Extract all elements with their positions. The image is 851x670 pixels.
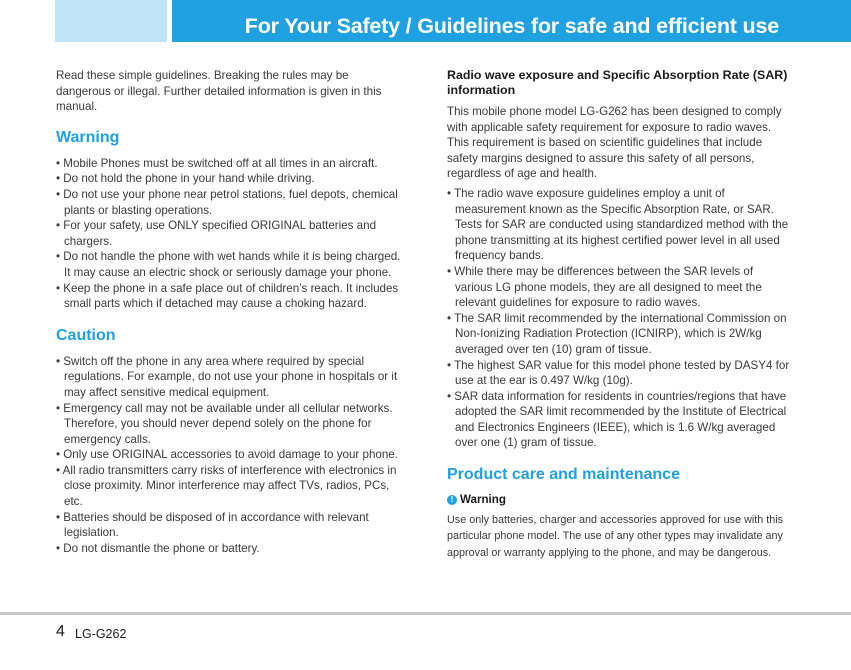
list-item: • The radio wave exposure guidelines employ a unit of measurement known as the Specific Absorption Rate, or SAR. Tests for SAR are conducted using standardized method with the phone transmitting at its highest certified power level in all used frequency bands. <box>447 186 789 263</box>
page-title: For Your Safety / Guidelines for safe and efficient use <box>244 14 779 38</box>
caution-list <box>56 354 402 557</box>
warning-circle-icon: ! <box>447 495 457 505</box>
left-column <box>56 68 402 556</box>
list-item: • The highest SAR value for this model phone tested by DASY4 for use at the ear is 0.497 W/kg (10g). <box>447 358 790 388</box>
product-care-warning-row <box>447 493 793 506</box>
list-item: • Switch off the phone in any area where required by special regulations. For example, do not use your phone in hospitals or it may affect sensitive medical equipment. <box>56 354 398 399</box>
product-care-warning-text: Use only batteries, charger and accessories approved for use with this particular phone model. The use of any other types may invalidate any approval or warranty applying to the phone, and may be dangerous. <box>447 514 784 559</box>
model-label: LG-G262 <box>75 627 127 641</box>
list-item: • For your safety, use ONLY specified ORIGINAL batteries and chargers. <box>56 219 377 248</box>
list-item: • Do not use your phone near petrol stations, fuel depots, chemical plants or blasting operations. <box>56 187 398 217</box>
list-item: • Keep the phone in a safe place out of children’s reach. It includes small parts which if detached may cause a choking hazard. <box>56 281 399 311</box>
footer-divider <box>0 612 851 615</box>
header-bar <box>172 0 851 42</box>
list-item: • While there may be differences between the SAR levels of various LG phone models, they are all designed to meet the relevant guidelines for exposure to radio waves. <box>447 264 762 310</box>
list-item: • SAR data information for residents in countries/regions that have adopted the SAR limit recommended by the Institute of Electrical and Electronics Engineers (IEEE), which is 1.6 W/kg averaged over one (1) gram of tissue. <box>447 389 787 450</box>
list-item: • Do not hold the phone in your hand while driving. <box>56 172 315 186</box>
page-number: 4 <box>56 623 65 640</box>
right-column <box>447 68 793 561</box>
sar-list <box>447 186 793 451</box>
list-item: • All radio transmitters carry risks of interference with electronics in close proximity. Minor interference may affect TVs, radios, PCs, etc. <box>56 463 397 509</box>
list-item: • Batteries should be disposed of in accordance with relevant legislation. <box>56 510 369 540</box>
intro-paragraph: Read these simple guidelines. Breaking the rules may be dangerous or illegal. Further detailed information is given in this manual. <box>56 69 382 114</box>
list-item: • Only use ORIGINAL accessories to avoid damage to your phone. <box>56 448 398 462</box>
warning-list <box>56 156 402 312</box>
warning-heading: Warning <box>56 128 120 146</box>
list-item: • Emergency call may not be available under all cellular networks. Therefore, you should never depend solely on the phone for emergency calls. <box>56 401 393 446</box>
list-item: • The SAR limit recommended by the international Commission on Non-Ionizing Radiation Protection (ICNIRP), which is 2W/kg averaged over ten (10) gram of tissue. <box>447 311 787 356</box>
product-care-warning-label: Warning <box>460 493 506 507</box>
sar-heading: Radio wave exposure and Specific Absorption Rate (SAR) information <box>447 68 788 97</box>
list-item: • Do not dismantle the phone or battery. <box>56 541 260 555</box>
list-item: • Do not handle the phone with wet hands while it is being charged. It may cause an electric shock or seriously damage your phone. <box>56 250 401 279</box>
sar-intro-paragraph: This mobile phone model LG-G262 has been designed to comply with applicable safety requirement for exposure to radio waves. This requirement is based on scientific guidelines that include safety margins designed to assure this safety of all persons, regardless of age and health. <box>447 105 782 181</box>
caution-heading: Caution <box>56 326 116 344</box>
product-care-heading: Product care and maintenance <box>447 466 680 484</box>
header-tab-accent <box>55 0 167 42</box>
list-item: • Mobile Phones must be switched off at all times in an aircraft. <box>56 156 378 170</box>
